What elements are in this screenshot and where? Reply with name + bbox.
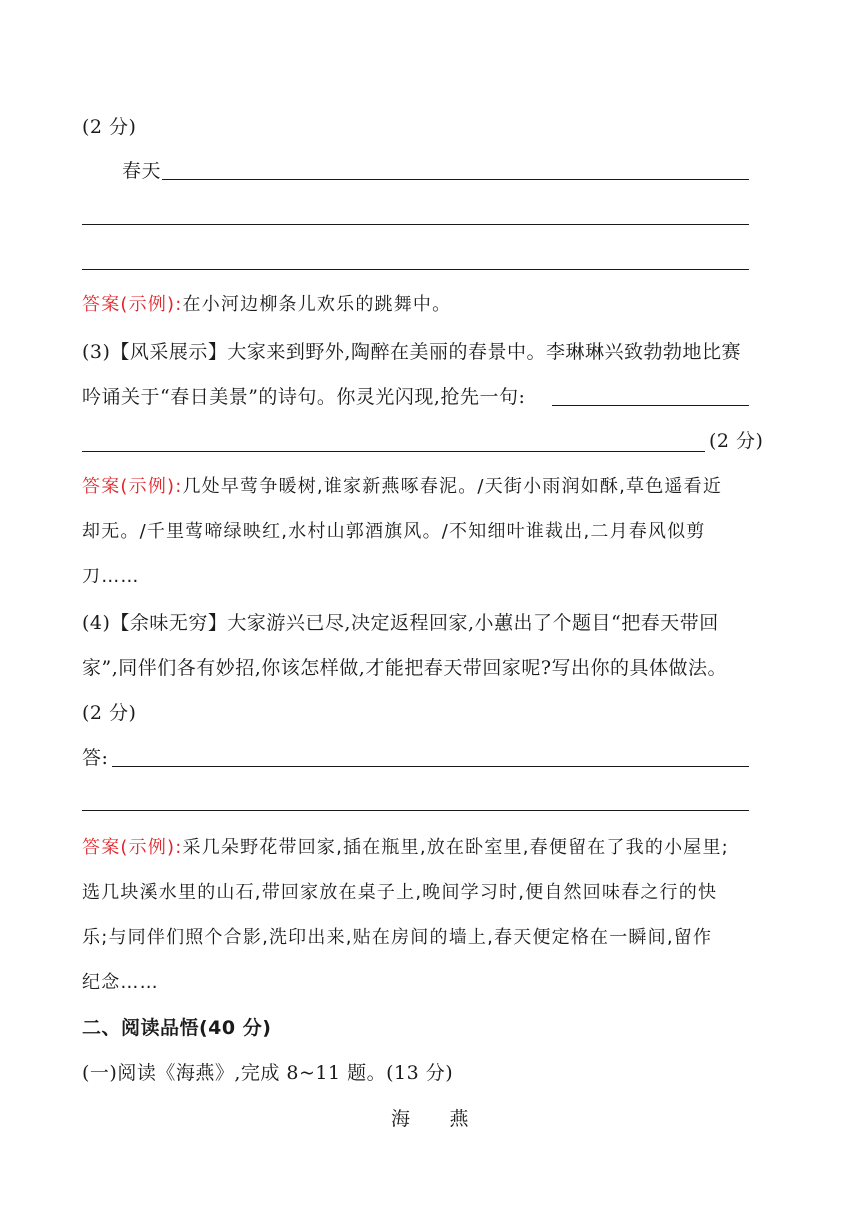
q3-answer-line-3: 刀…… [82, 566, 140, 587]
answer-blank-line [82, 224, 749, 225]
answer-blank-line [552, 405, 749, 406]
q2-score: (2 分) [82, 116, 137, 138]
q3-score: (2 分) [709, 430, 764, 452]
q4-answer-line-1 [82, 835, 762, 861]
answer-label: 答案(示例): [82, 837, 183, 858]
answer-blank-line [82, 451, 705, 452]
q3-answer-line-2: 却无。/千里莺啼绿映红,水村山郭酒旗风。/不知细叶谁裁出,二月春风似剪 [82, 521, 706, 542]
answer-text: 在小河边柳条儿欢乐的跳舞中。 [182, 294, 452, 315]
article-title: 海 燕 [390, 1108, 469, 1130]
answer-blank-line [82, 269, 749, 270]
q4-text-line-2: 家”,同伴们各有妙招,你该怎样做,才能把春天带回家呢?写出你的具体做法。 [82, 657, 728, 679]
answer-label: 答案(示例): [82, 476, 183, 497]
q2-prompt: 春天 [122, 160, 162, 182]
q4-answer-line-2: 选几块溪水里的山石,带回家放在桌子上,晚间学习时,便自然回味春之行的快 [82, 882, 718, 903]
section-subheading: (一)阅读《海燕》,完成 8~11 题。(13 分) [82, 1062, 454, 1084]
q4-text-line-1: (4)【余味无穷】大家游兴已尽,决定返程回家,小蕙出了个题目“把春天带回 [82, 612, 719, 634]
answer-blank-line [82, 810, 749, 811]
answer-label: 答案(示例): [82, 294, 183, 315]
q4-answer-line-3: 乐;与同伴们照个合影,洗印出来,贴在房间的墙上,春天便定格在一瞬间,留作 [82, 927, 713, 948]
answer-blank-line [112, 766, 749, 767]
q4-answer-line-4: 纪念…… [82, 972, 159, 993]
q4-score: (2 分) [82, 702, 137, 724]
answer-blank-line [162, 179, 749, 180]
q2-answer [82, 292, 762, 318]
q4-answer-prefix: 答: [82, 747, 109, 769]
answer-text: 采几朵野花带回家,插在瓶里,放在卧室里,春便留在了我的小屋里; [182, 837, 729, 858]
q3-text-line-1: (3)【风采展示】大家来到野外,陶醉在美丽的春景中。李琳琳兴致勃勃地比赛 [82, 341, 741, 363]
answer-text: 几处早莺争暖树,谁家新燕啄春泥。/天街小雨润如酥,草色遥看近 [182, 476, 723, 497]
q3-text-line-2: 吟诵关于“春日美景”的诗句。你灵光闪现,抢先一句: [82, 386, 526, 408]
section-heading: 二、阅读品悟(40 分) [82, 1017, 272, 1039]
q3-answer-line-1 [82, 474, 762, 500]
